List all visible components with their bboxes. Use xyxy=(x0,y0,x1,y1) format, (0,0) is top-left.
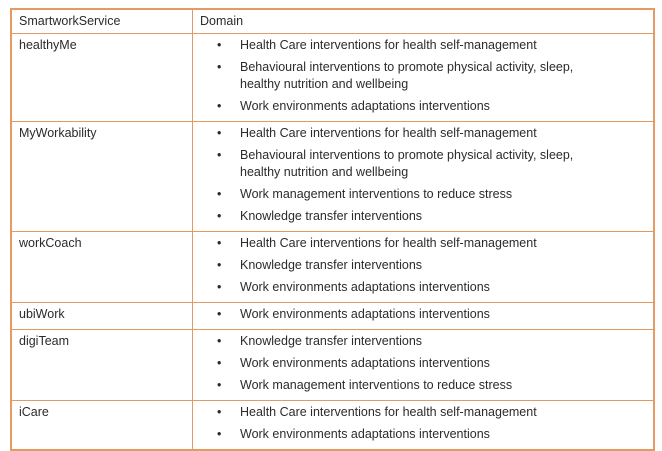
bullet-icon: • xyxy=(217,258,222,272)
bullet-icon: • xyxy=(217,60,222,74)
service-name-cell: workCoach xyxy=(12,232,193,303)
bullet-icon: • xyxy=(217,378,222,392)
domain-list-item xyxy=(217,145,580,184)
domain-text: Knowledge transfer interventions xyxy=(240,258,423,272)
table-row xyxy=(12,122,654,232)
domain-text: Knowledge transfer interventions xyxy=(240,334,423,348)
domain-text: Work management interventions to reduce stress xyxy=(240,378,513,392)
table-row xyxy=(12,232,654,303)
domain-list-item xyxy=(217,375,580,397)
domain-cell xyxy=(193,303,654,330)
domain-list xyxy=(217,402,647,446)
domain-text: Health Care interventions for health self-management xyxy=(240,236,537,250)
domain-list-item xyxy=(217,304,580,326)
bullet-icon: • xyxy=(217,334,222,348)
service-name-cell: digiTeam xyxy=(12,330,193,401)
bullet-icon: • xyxy=(217,209,222,223)
table-row xyxy=(12,34,654,122)
header-domain: Domain xyxy=(193,10,654,34)
bullet-icon: • xyxy=(217,187,222,201)
domain-list xyxy=(217,233,647,299)
domain-text: Work management interventions to reduce stress xyxy=(240,187,513,201)
domain-text: Work environments adaptations interventions xyxy=(240,427,490,441)
bullet-icon: • xyxy=(217,99,222,113)
domain-list-item xyxy=(217,402,580,424)
domain-text: Health Care interventions for health self-management xyxy=(240,405,537,419)
domain-list xyxy=(217,304,647,326)
domain-cell xyxy=(193,330,654,401)
domain-cell xyxy=(193,401,654,450)
bullet-icon: • xyxy=(217,148,222,162)
domain-cell xyxy=(193,122,654,232)
domain-list xyxy=(217,331,647,397)
table-body xyxy=(12,34,654,450)
domain-text: Health Care interventions for health self-management xyxy=(240,126,537,140)
domain-list-item xyxy=(217,233,580,255)
domain-text: Knowledge transfer interventions xyxy=(240,209,423,223)
services-table-container xyxy=(10,8,655,451)
domain-text: Behavioural interventions to promote physical activity, sleep, healthy nutrition and wellbeing xyxy=(240,148,574,179)
domain-list-item xyxy=(217,96,580,118)
table-row xyxy=(12,303,654,330)
bullet-icon: • xyxy=(217,126,222,140)
domain-list-item xyxy=(217,353,580,375)
domain-text: Work environments adaptations interventions xyxy=(240,356,490,370)
domain-cell xyxy=(193,34,654,122)
domain-text: Work environments adaptations interventions xyxy=(240,307,490,321)
domain-list-item xyxy=(217,277,580,299)
service-name-cell: ubiWork xyxy=(12,303,193,330)
bullet-icon: • xyxy=(217,38,222,52)
table-row xyxy=(12,330,654,401)
domain-list-item xyxy=(217,331,580,353)
bullet-icon: • xyxy=(217,307,222,321)
domain-list-item xyxy=(217,206,580,228)
domain-list-item xyxy=(217,35,580,57)
domain-list-item xyxy=(217,424,580,446)
bullet-icon: • xyxy=(217,280,222,294)
service-name-cell: healthyMe xyxy=(12,34,193,122)
bullet-icon: • xyxy=(217,236,222,250)
domain-list-item xyxy=(217,57,580,96)
service-name-cell: iCare xyxy=(12,401,193,450)
header-service: SmartworkService xyxy=(12,10,193,34)
domain-text: Behavioural interventions to promote physical activity, sleep, healthy nutrition and wellbeing xyxy=(240,60,574,91)
domain-list xyxy=(217,35,647,118)
domain-list-item xyxy=(217,255,580,277)
domain-text: Work environments adaptations interventions xyxy=(240,99,490,113)
domain-text: Work environments adaptations interventions xyxy=(240,280,490,294)
service-name-cell: MyWorkability xyxy=(12,122,193,232)
table-row xyxy=(12,401,654,450)
domain-list xyxy=(217,123,647,228)
bullet-icon: • xyxy=(217,356,222,370)
domain-list-item xyxy=(217,123,580,145)
bullet-icon: • xyxy=(217,427,222,441)
table-header-row xyxy=(12,10,654,34)
domain-cell xyxy=(193,232,654,303)
bullet-icon: • xyxy=(217,405,222,419)
services-domain-table xyxy=(11,9,654,450)
domain-list-item xyxy=(217,184,580,206)
domain-text: Health Care interventions for health self-management xyxy=(240,38,537,52)
